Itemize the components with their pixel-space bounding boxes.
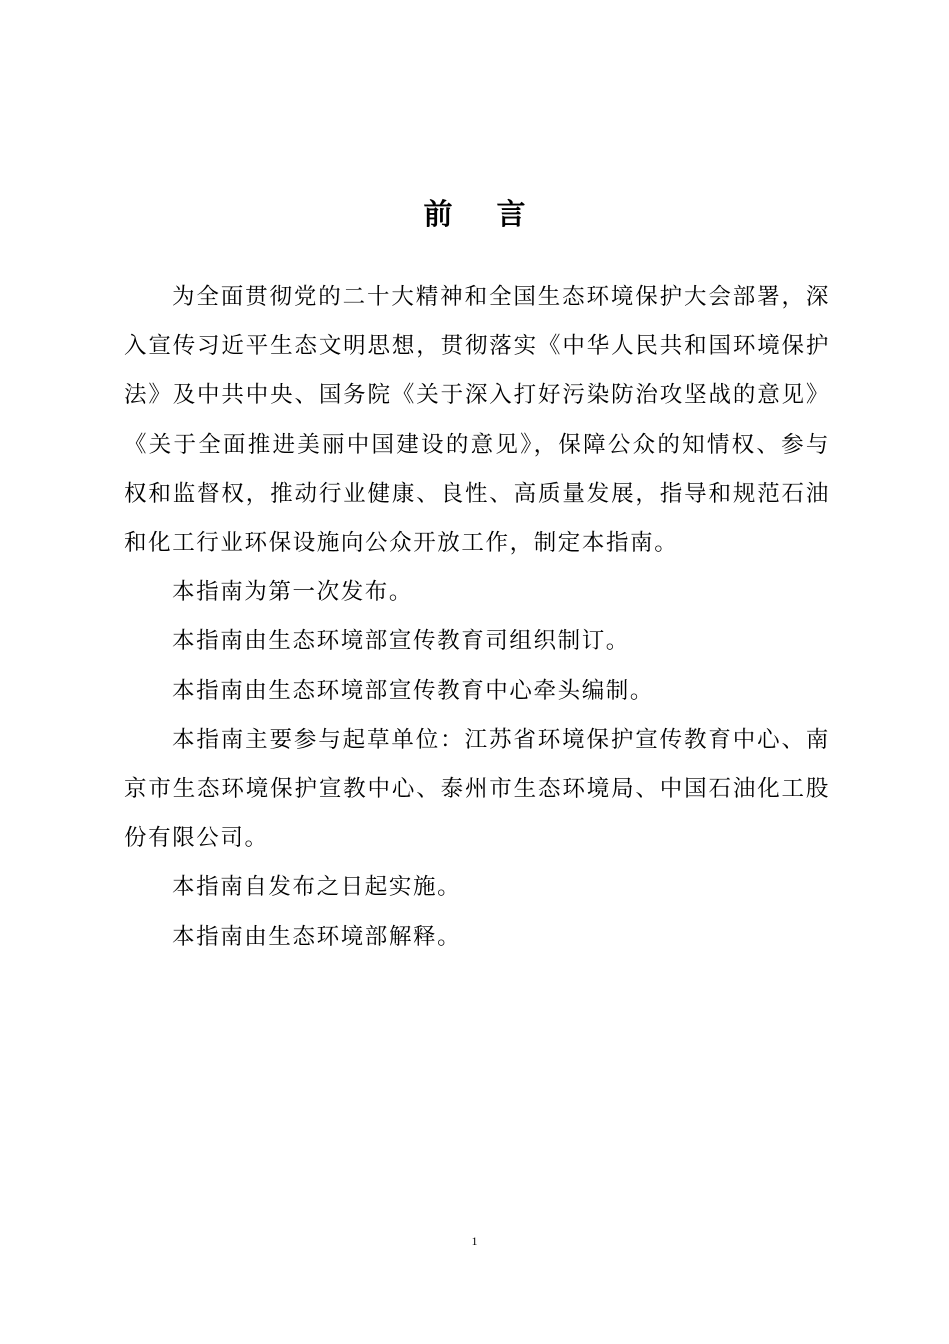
paragraph-purpose: 为全面贯彻党的二十大精神和全国生态环境保护大会部署，深入宣传习近平生态文明思想，贯彻落实《中华人民共和国环境保护法》及中共中央、国务院《关于深入打好污染防治攻坚战的意见》《关于全面推进美丽中国建设的意见》，保障公众的知情权、参与权和监督权，推动行业健康、良性、高质量发展，指导和规范石油和化工行业环保设施向公众开放工作，制定本指南。 <box>124 284 830 557</box>
document-body <box>124 273 830 962</box>
paragraph-effective-date: 本指南自发布之日起实施。 <box>172 874 462 901</box>
paragraph-organizer: 本指南由生态环境部宣传教育司组织制订。 <box>172 628 630 655</box>
page-title: 前言 <box>423 197 570 231</box>
page-number: 1 <box>471 1234 478 1248</box>
paragraph-drafting-units: 本指南主要参与起草单位：江苏省环境保护宣传教育中心、南京市生态环境保护宣教中心、泰州市生态环境局、中国石油化工股份有限公司。 <box>124 726 830 852</box>
paragraph-first-release: 本指南为第一次发布。 <box>172 579 414 606</box>
paragraph-interpretation: 本指南由生态环境部解释。 <box>172 923 462 950</box>
paragraph-lead-compiler: 本指南由生态环境部宣传教育中心牵头编制。 <box>172 677 655 704</box>
